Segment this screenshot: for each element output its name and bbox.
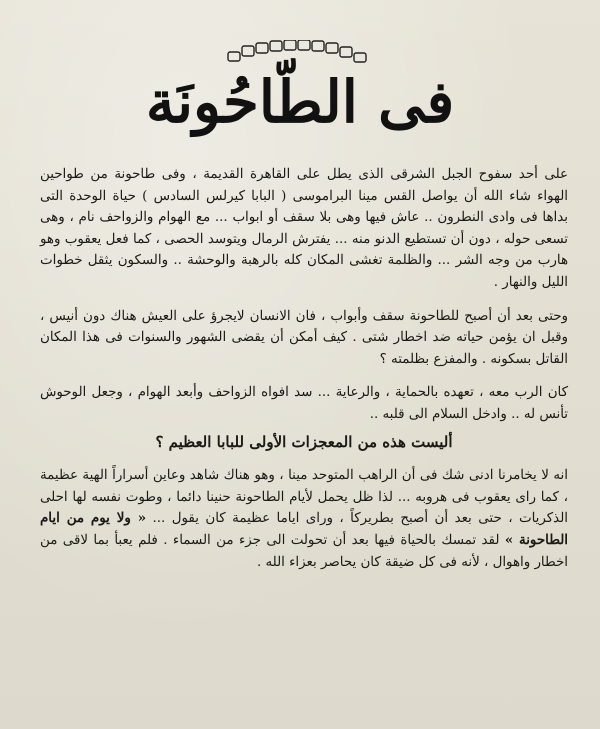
paragraph-text: لقد تمسك بالحياة فيها بعد أن تحولت الى جزء من السماء . فلم يعبأ بما لاقى من اخطار واهوال ، لأنه فى كل ضيقة كان يحاصر بعزاء الله . [40, 532, 568, 570]
paragraph: كان الرب معه ، تعهده بالحماية ، والرعاية ... سد افواه الزواحف وأبعد الهوام ، وجعل الوحوش تأنس له .. وادخل السلام الى قلبه .. [40, 385, 568, 422]
section-heading: أليست هذه من المعجزات الأولى للبابا العظيم ؟ [155, 432, 453, 451]
paragraph: على أحد سفوح الجبل الشرقى الذى يطل على القاهرة القديمة ، وفى طاحونة من طواحين الهواء شاء الله أن يواصل القس مينا البراموسى ( البابا كيرلس السادس ) حياة الوحدة التى بداها فى وادى النطرون .. عاش فيها وهى بلا سقف أو ابواب ... مع الهوام والزواحف نام ، وهى تسعى حوله ، دون أن تستطيع الدنو منه ... يفترش الرمال ويتوسد الحصى ، كما فعل يعقوب وهو هارب من وجه الشر ... والظلمة تغشى المكان كله بالرهبة والوحشة .. والسكون يثقل خطوات الليل والنهار . [40, 167, 568, 290]
title-area [0, 22, 600, 152]
article-title: فى الطّاحُونَة [145, 68, 455, 136]
paragraph: وحتى بعد أن أصبح للطاحونة سقف وأبواب ، فان الانسان لايجرؤ على العيش هناك دون أنيس ، وقبل ان يؤمن حياته ضد اخطار شتى . كيف أمكن أن يقضى الشهور والسنوات فى هذا المكان القاتل بسكونه . والمفزع بظلمته ؟ [40, 308, 568, 367]
stone-ornament-icon [224, 40, 374, 70]
paragraph [40, 465, 568, 573]
paragraph-text: انه لا يخامرنا ادنى شك فى أن الراهب المتوحد مينا ، وهو هناك شاهد وعاين أسراراً الهية عظيمة ، كما راى يعقوب فى هروبه ... لذا ظل يحمل لأيام الطاحونة حنينا دائما ، وطوت نفسه لها احلى الذكريات ، حتى بعد أن أصبح بطريركاً ، وراى اياما عظيمة كان يقول ... [40, 468, 568, 527]
quoted-phrase: « ولا يوم من ايام الطاحونة » [40, 510, 568, 548]
article-body [40, 164, 568, 585]
